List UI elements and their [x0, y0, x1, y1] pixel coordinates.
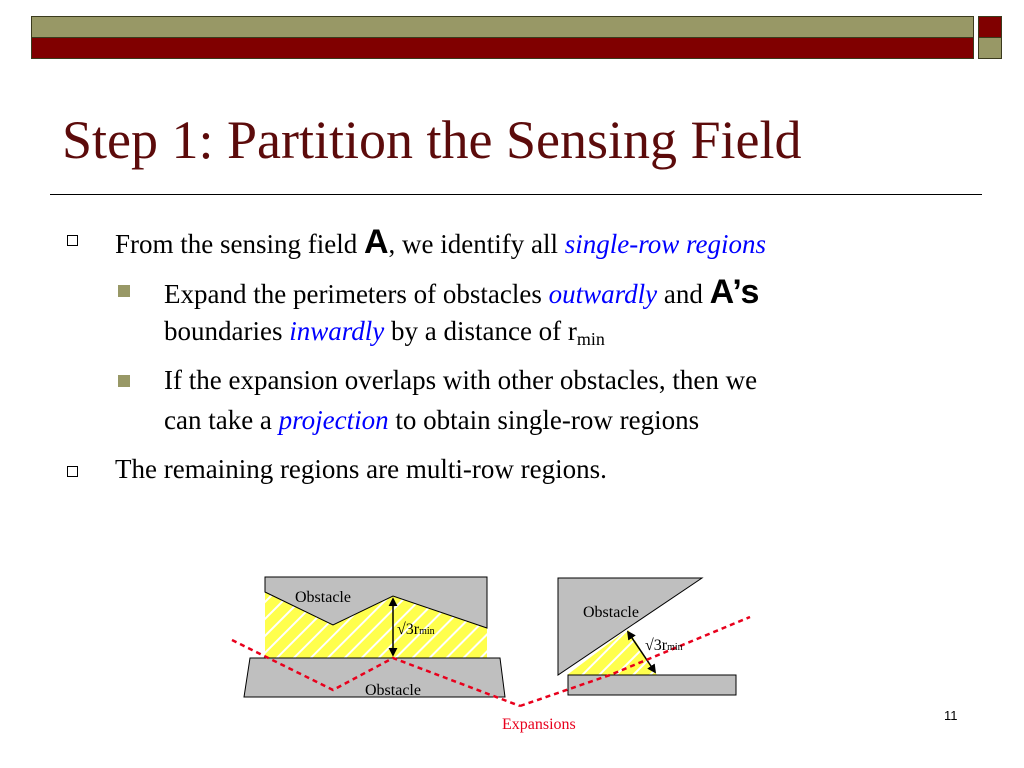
left-distance-root: √3 — [397, 621, 414, 638]
left-bottom-obstacle-label: Obstacle — [365, 682, 421, 699]
sub-bullet-2-line-1: If the expansion overlaps with other obstacles, then we — [164, 365, 758, 395]
sub-bullet-2-text-b: to obtain single-row regions — [388, 405, 700, 435]
page-number: 11 — [944, 708, 958, 723]
sub-bullet-1-text-d: by a distance of r — [384, 316, 577, 346]
right-distance-r: r — [661, 637, 668, 654]
emphasis-single-row-regions: single-row regions — [564, 229, 766, 259]
emphasis-inwardly: inwardly — [289, 316, 385, 346]
sub-bullet-1-text-c: boundaries — [164, 316, 290, 346]
bullet-2: The remaining regions are multi-row regions. — [115, 454, 607, 484]
rmin-subscript: min — [576, 329, 605, 349]
right-bottom-strip — [568, 675, 736, 695]
right-obstacle-label: Obstacle — [583, 604, 639, 621]
emphasis-projection: projection — [278, 405, 389, 435]
field-symbol-a: A — [363, 223, 389, 261]
left-distance-sub: min — [419, 626, 435, 637]
expansions-caption: Expansions — [502, 716, 576, 733]
bullet-1-text-b: , we identify all — [388, 229, 565, 259]
right-distance-sub: min — [667, 642, 683, 653]
left-distance-r: r — [413, 621, 420, 638]
left-top-obstacle-label: Obstacle — [295, 589, 351, 606]
bullet-1-text-a: From the sensing field — [115, 229, 364, 259]
field-symbol-a: A — [709, 273, 733, 311]
right-distance-label — [645, 637, 683, 654]
sub-bullet-1-text-b: and — [657, 279, 710, 309]
sub-bullet-2-text-a: can take a — [164, 405, 279, 435]
possessive-suffix: ’s — [732, 273, 760, 311]
slide-title: Step 1: Partition the Sensing Field — [62, 110, 802, 170]
emphasis-outwardly: outwardly — [548, 279, 658, 309]
sub-bullet-1-text-a: Expand the perimeters of obstacles — [164, 279, 549, 309]
right-distance-root: √3 — [645, 637, 662, 654]
